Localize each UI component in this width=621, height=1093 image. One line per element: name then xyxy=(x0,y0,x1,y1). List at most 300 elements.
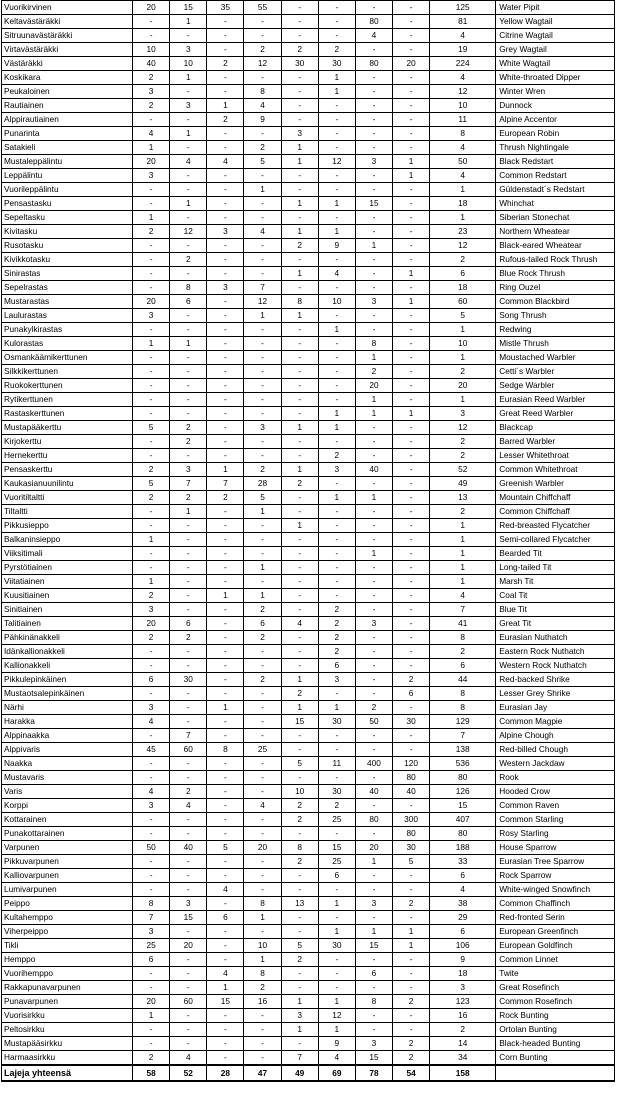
count-col-2: 3 xyxy=(170,99,207,113)
row-total: 12 xyxy=(430,239,496,253)
count-col-5: - xyxy=(281,365,318,379)
count-col-5: - xyxy=(281,449,318,463)
count-col-5: 1 xyxy=(281,309,318,323)
count-col-8: 2 xyxy=(393,673,430,687)
count-col-4: - xyxy=(244,785,281,799)
finnish-name: Viitatiainen xyxy=(2,575,133,589)
count-col-1: 4 xyxy=(133,785,170,799)
row-total: 81 xyxy=(430,15,496,29)
count-col-2: - xyxy=(170,967,207,981)
count-col-2: - xyxy=(170,561,207,575)
count-col-7: 2 xyxy=(355,365,392,379)
count-col-6: - xyxy=(318,365,355,379)
count-col-6: 12 xyxy=(318,155,355,169)
count-col-8: - xyxy=(393,477,430,491)
count-col-6: - xyxy=(318,183,355,197)
count-col-5: - xyxy=(281,505,318,519)
count-col-3: - xyxy=(207,351,244,365)
count-col-2: - xyxy=(170,29,207,43)
count-col-1: 20 xyxy=(133,155,170,169)
english-name: Eurasian Jay xyxy=(496,701,615,715)
count-col-1: 2 xyxy=(133,589,170,603)
count-col-3: - xyxy=(207,771,244,785)
count-col-6: 9 xyxy=(318,239,355,253)
count-col-8: - xyxy=(393,883,430,897)
count-col-2: 2 xyxy=(170,421,207,435)
english-name: Mistle Thrush xyxy=(496,337,615,351)
count-col-6: - xyxy=(318,547,355,561)
count-col-2: 10 xyxy=(170,57,207,71)
english-name: Red-breasted Flycatcher xyxy=(496,519,615,533)
english-name: Citrine Wagtail xyxy=(496,29,615,43)
count-col-6: 30 xyxy=(318,939,355,953)
count-col-4: - xyxy=(244,533,281,547)
total-col-5: 49 xyxy=(281,1065,318,1081)
count-col-5: - xyxy=(281,393,318,407)
count-col-1: - xyxy=(133,645,170,659)
count-col-1: - xyxy=(133,519,170,533)
english-name: Bearded Tit xyxy=(496,547,615,561)
count-col-2: - xyxy=(170,267,207,281)
count-col-1: - xyxy=(133,869,170,883)
count-col-7: - xyxy=(355,323,392,337)
count-col-6: - xyxy=(318,1,355,15)
count-col-5: 3 xyxy=(281,127,318,141)
finnish-name: Alppirautiainen xyxy=(2,113,133,127)
row-total: 129 xyxy=(430,715,496,729)
table-row xyxy=(2,127,615,141)
count-col-5: 1 xyxy=(281,155,318,169)
count-col-3: 3 xyxy=(207,281,244,295)
row-total: 4 xyxy=(430,169,496,183)
row-total: 1 xyxy=(430,393,496,407)
count-col-7: 15 xyxy=(355,939,392,953)
count-col-8: - xyxy=(393,253,430,267)
count-col-4: 3 xyxy=(244,421,281,435)
table-row xyxy=(2,701,615,715)
count-col-3: 5 xyxy=(207,841,244,855)
table-row xyxy=(2,1051,615,1066)
count-col-8: - xyxy=(393,1023,430,1037)
count-col-3: - xyxy=(207,1023,244,1037)
count-col-8: - xyxy=(393,631,430,645)
english-name: Black-eared Wheatear xyxy=(496,239,615,253)
count-col-1: 1 xyxy=(133,211,170,225)
count-col-5: - xyxy=(281,407,318,421)
finnish-name: Naakka xyxy=(2,757,133,771)
count-col-6: 2 xyxy=(318,43,355,57)
count-col-6: - xyxy=(318,981,355,995)
english-name: Red-billed Chough xyxy=(496,743,615,757)
count-col-6: - xyxy=(318,589,355,603)
count-col-8: 2 xyxy=(393,995,430,1009)
count-col-6: - xyxy=(318,883,355,897)
count-col-8: 20 xyxy=(393,57,430,71)
count-col-1: 2 xyxy=(133,491,170,505)
count-col-4: 2 xyxy=(244,603,281,617)
english-name: Sedge Warbler xyxy=(496,379,615,393)
count-col-7: - xyxy=(355,631,392,645)
table-row xyxy=(2,1009,615,1023)
finnish-name: Rautiainen xyxy=(2,99,133,113)
count-col-3: 1 xyxy=(207,701,244,715)
count-col-6: 1 xyxy=(318,407,355,421)
finnish-name: Laulurastas xyxy=(2,309,133,323)
table-row xyxy=(2,477,615,491)
count-col-7: - xyxy=(355,771,392,785)
count-col-6: 1 xyxy=(318,897,355,911)
english-name: Barred Warbler xyxy=(496,435,615,449)
finnish-name: Kallionakkeli xyxy=(2,659,133,673)
count-col-4: - xyxy=(244,869,281,883)
count-col-7: - xyxy=(355,71,392,85)
count-col-8: - xyxy=(393,1,430,15)
english-name: Common Rosefinch xyxy=(496,995,615,1009)
count-col-8: 30 xyxy=(393,715,430,729)
finnish-name: Satakieli xyxy=(2,141,133,155)
count-col-8: 1 xyxy=(393,169,430,183)
count-col-8: - xyxy=(393,309,430,323)
finnish-name: Viherpeippo xyxy=(2,925,133,939)
table-row xyxy=(2,379,615,393)
row-total: 536 xyxy=(430,757,496,771)
count-col-8: 1 xyxy=(393,407,430,421)
count-col-7: 400 xyxy=(355,757,392,771)
count-col-4: - xyxy=(244,687,281,701)
count-col-8: 1 xyxy=(393,939,430,953)
count-col-3: - xyxy=(207,855,244,869)
table-row xyxy=(2,1037,615,1051)
count-col-1: - xyxy=(133,1037,170,1051)
count-col-6: 10 xyxy=(318,295,355,309)
count-col-5: 2 xyxy=(281,799,318,813)
count-col-3: 1 xyxy=(207,463,244,477)
count-col-7: - xyxy=(355,421,392,435)
table-row xyxy=(2,827,615,841)
count-col-7: - xyxy=(355,141,392,155)
count-col-5: 7 xyxy=(281,1051,318,1066)
finnish-name: Mustarastas xyxy=(2,295,133,309)
count-col-4: 4 xyxy=(244,225,281,239)
count-col-3: - xyxy=(207,183,244,197)
english-name: Great Rosefinch xyxy=(496,981,615,995)
finnish-name: Alppivaris xyxy=(2,743,133,757)
table-row xyxy=(2,309,615,323)
english-name: Mountain Chiffchaff xyxy=(496,491,615,505)
count-col-3: 2 xyxy=(207,491,244,505)
english-name: Ring Ouzel xyxy=(496,281,615,295)
finnish-name: Rytikerttunen xyxy=(2,393,133,407)
row-total: 16 xyxy=(430,1009,496,1023)
count-col-3: 6 xyxy=(207,911,244,925)
row-total: 29 xyxy=(430,911,496,925)
count-col-4: - xyxy=(244,435,281,449)
count-col-4: 12 xyxy=(244,295,281,309)
english-name: Long-tailed Tit xyxy=(496,561,615,575)
count-col-1: - xyxy=(133,757,170,771)
count-col-1: 10 xyxy=(133,43,170,57)
count-col-1: - xyxy=(133,827,170,841)
count-col-2: 1 xyxy=(170,505,207,519)
count-col-2: 15 xyxy=(170,911,207,925)
count-col-3: 3 xyxy=(207,225,244,239)
row-total: 2 xyxy=(430,449,496,463)
finnish-name: Tikli xyxy=(2,939,133,953)
count-col-5: - xyxy=(281,547,318,561)
count-col-8: 1 xyxy=(393,925,430,939)
english-name: Common Redstart xyxy=(496,169,615,183)
count-col-3: - xyxy=(207,953,244,967)
finnish-name: Punakylkirastas xyxy=(2,323,133,337)
count-col-2: 20 xyxy=(170,939,207,953)
count-col-5: - xyxy=(281,15,318,29)
count-col-7: - xyxy=(355,1,392,15)
count-col-8: - xyxy=(393,547,430,561)
table-row xyxy=(2,673,615,687)
count-col-7: 15 xyxy=(355,197,392,211)
count-col-3: - xyxy=(207,169,244,183)
finnish-name: Keltavästäräkki xyxy=(2,15,133,29)
count-col-1: - xyxy=(133,883,170,897)
table-row xyxy=(2,855,615,869)
count-col-7: - xyxy=(355,225,392,239)
count-col-5: - xyxy=(281,743,318,757)
finnish-name: Peippo xyxy=(2,897,133,911)
count-col-1: - xyxy=(133,407,170,421)
row-total: 1 xyxy=(430,183,496,197)
count-col-2: 1 xyxy=(170,15,207,29)
count-col-1: - xyxy=(133,855,170,869)
count-col-5: - xyxy=(281,491,318,505)
row-total: 3 xyxy=(430,407,496,421)
english-name: Eurasian Nuthatch xyxy=(496,631,615,645)
count-col-1: 6 xyxy=(133,953,170,967)
count-col-6: - xyxy=(318,533,355,547)
count-col-7: - xyxy=(355,533,392,547)
count-col-8: - xyxy=(393,505,430,519)
count-col-4: - xyxy=(244,771,281,785)
count-col-4: - xyxy=(244,813,281,827)
count-col-2: - xyxy=(170,379,207,393)
count-col-8: - xyxy=(393,519,430,533)
count-col-3: - xyxy=(207,673,244,687)
count-col-2: - xyxy=(170,589,207,603)
table-row xyxy=(2,869,615,883)
table-row xyxy=(2,211,615,225)
count-col-7: - xyxy=(355,687,392,701)
count-col-1: 20 xyxy=(133,617,170,631)
table-row xyxy=(2,519,615,533)
count-col-5: 1 xyxy=(281,995,318,1009)
table-row xyxy=(2,645,615,659)
row-total: 4 xyxy=(430,29,496,43)
finnish-name: Kivitasku xyxy=(2,225,133,239)
count-col-2: - xyxy=(170,85,207,99)
count-col-2: 12 xyxy=(170,225,207,239)
count-col-8: 120 xyxy=(393,757,430,771)
count-col-7: - xyxy=(355,449,392,463)
count-col-4: 9 xyxy=(244,113,281,127)
count-col-4: - xyxy=(244,1023,281,1037)
count-col-2: - xyxy=(170,323,207,337)
count-col-5: - xyxy=(281,729,318,743)
table-row xyxy=(2,183,615,197)
count-col-2: 6 xyxy=(170,295,207,309)
count-col-8: - xyxy=(393,211,430,225)
table-row xyxy=(2,239,615,253)
count-col-3: - xyxy=(207,1009,244,1023)
count-col-5: - xyxy=(281,533,318,547)
english-name: Common Chiffchaff xyxy=(496,505,615,519)
count-col-5: - xyxy=(281,911,318,925)
count-col-3: - xyxy=(207,267,244,281)
count-col-1: 3 xyxy=(133,925,170,939)
count-col-8: - xyxy=(393,701,430,715)
count-col-3: - xyxy=(207,1037,244,1051)
english-name: Eurasian Reed Warbler xyxy=(496,393,615,407)
count-col-8: - xyxy=(393,421,430,435)
count-col-2: - xyxy=(170,869,207,883)
row-total: 1 xyxy=(430,547,496,561)
count-col-3: 1 xyxy=(207,981,244,995)
finnish-name: Kuusitiainen xyxy=(2,589,133,603)
count-col-5: - xyxy=(281,351,318,365)
count-col-7: - xyxy=(355,743,392,757)
count-col-2: 7 xyxy=(170,477,207,491)
count-col-4: 7 xyxy=(244,281,281,295)
count-col-2: - xyxy=(170,309,207,323)
count-col-6: - xyxy=(318,911,355,925)
table-row xyxy=(2,1,615,15)
count-col-7: 3 xyxy=(355,155,392,169)
count-col-3: - xyxy=(207,729,244,743)
total-label: Lajeja yhteensä xyxy=(2,1065,133,1081)
count-col-6: 2 xyxy=(318,631,355,645)
count-col-5: 1 xyxy=(281,519,318,533)
count-col-8: - xyxy=(393,617,430,631)
count-col-2: - xyxy=(170,603,207,617)
english-name: Red-backed Shrike xyxy=(496,673,615,687)
count-col-1: 2 xyxy=(133,71,170,85)
count-col-2: - xyxy=(170,925,207,939)
row-total: 125 xyxy=(430,1,496,15)
table-row xyxy=(2,71,615,85)
count-col-1: - xyxy=(133,729,170,743)
count-col-7: 80 xyxy=(355,57,392,71)
finnish-name: Punakottarainen xyxy=(2,827,133,841)
count-col-3: - xyxy=(207,687,244,701)
row-total: 2 xyxy=(430,645,496,659)
count-col-4: - xyxy=(244,169,281,183)
table-row xyxy=(2,841,615,855)
count-col-1: 2 xyxy=(133,225,170,239)
count-col-7: 3 xyxy=(355,617,392,631)
count-col-3: - xyxy=(207,561,244,575)
count-col-7: 20 xyxy=(355,379,392,393)
count-col-4: 1 xyxy=(244,505,281,519)
count-col-4: - xyxy=(244,267,281,281)
count-col-4: 2 xyxy=(244,43,281,57)
count-col-5: - xyxy=(281,253,318,267)
row-total: 123 xyxy=(430,995,496,1009)
count-col-8: - xyxy=(393,183,430,197)
count-col-8: - xyxy=(393,29,430,43)
table-row xyxy=(2,113,615,127)
count-col-8: - xyxy=(393,113,430,127)
row-total: 2 xyxy=(430,505,496,519)
table-row xyxy=(2,169,615,183)
count-col-8: - xyxy=(393,981,430,995)
bird-species-table xyxy=(1,0,615,1082)
count-col-3: - xyxy=(207,925,244,939)
count-col-7: - xyxy=(355,267,392,281)
count-col-2: - xyxy=(170,687,207,701)
english-name: Güldenstadt´s Redstart xyxy=(496,183,615,197)
count-col-4: - xyxy=(244,253,281,267)
english-name: Rock Sparrow xyxy=(496,869,615,883)
english-name: Marsh Tit xyxy=(496,575,615,589)
row-total: 19 xyxy=(430,43,496,57)
count-col-7: - xyxy=(355,281,392,295)
row-total: 4 xyxy=(430,589,496,603)
count-col-4: 8 xyxy=(244,85,281,99)
count-col-2: - xyxy=(170,113,207,127)
english-name: Rosy Starling xyxy=(496,827,615,841)
row-total: 23 xyxy=(430,225,496,239)
count-col-3: - xyxy=(207,1051,244,1066)
count-col-4: - xyxy=(244,715,281,729)
count-col-1: - xyxy=(133,449,170,463)
count-col-7: 1 xyxy=(355,491,392,505)
count-col-8: 2 xyxy=(393,1037,430,1051)
count-col-5: - xyxy=(281,211,318,225)
count-col-4: - xyxy=(244,1009,281,1023)
english-name: Common Blackbird xyxy=(496,295,615,309)
count-col-7: 40 xyxy=(355,785,392,799)
english-name: Dunnock xyxy=(496,99,615,113)
count-col-1: - xyxy=(133,967,170,981)
count-col-2: - xyxy=(170,757,207,771)
finnish-name: Korppi xyxy=(2,799,133,813)
table-row xyxy=(2,57,615,71)
count-col-2: 1 xyxy=(170,127,207,141)
row-total: 4 xyxy=(430,141,496,155)
count-col-4: - xyxy=(244,547,281,561)
finnish-name: Sinirastas xyxy=(2,267,133,281)
english-name: Alpine Accentor xyxy=(496,113,615,127)
count-col-7: - xyxy=(355,827,392,841)
count-col-5: 1 xyxy=(281,267,318,281)
count-col-6: 2 xyxy=(318,799,355,813)
count-col-2: 2 xyxy=(170,253,207,267)
count-col-7: 80 xyxy=(355,15,392,29)
count-col-7: - xyxy=(355,799,392,813)
row-total: 49 xyxy=(430,477,496,491)
finnish-name: Vuorikirvinen xyxy=(2,1,133,15)
count-col-3: - xyxy=(207,127,244,141)
table-row xyxy=(2,407,615,421)
total-row xyxy=(2,1065,615,1081)
count-col-4: - xyxy=(244,645,281,659)
row-total: 5 xyxy=(430,309,496,323)
english-name: Alpine Chough xyxy=(496,729,615,743)
finnish-name: Punarinta xyxy=(2,127,133,141)
count-col-8: - xyxy=(393,491,430,505)
row-total: 33 xyxy=(430,855,496,869)
count-col-2: - xyxy=(170,169,207,183)
count-col-2: - xyxy=(170,645,207,659)
english-name: Moustached Warbler xyxy=(496,351,615,365)
